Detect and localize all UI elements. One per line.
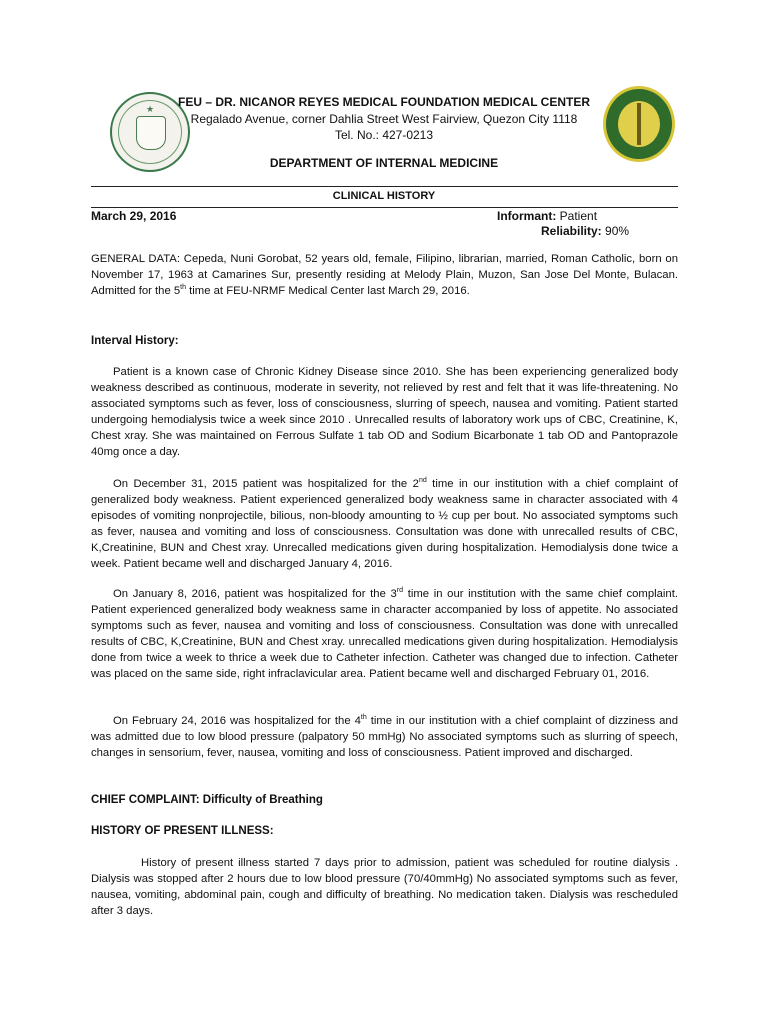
reliability-label: Reliability: [541, 224, 602, 238]
document-title: CLINICAL HISTORY [332, 190, 436, 202]
paragraph-text: On December 31, 2015 patient was hospitalized for the 2 [113, 478, 419, 490]
informant-line [497, 209, 597, 223]
hpi-heading: HISTORY OF PRESENT ILLNESS: [91, 825, 274, 837]
reliability-value: 90% [605, 224, 630, 238]
title-top-rule [91, 186, 678, 187]
ordinal-superscript: th [360, 714, 367, 722]
general-data-superscript: th [180, 284, 187, 292]
general-data-text: GENERAL DATA: Cepeda, Nuni Gorobat, 52 years old, female, Filipino, librarian, married, Roman Catholic, born on November 17, 1963 at Camarines Sur, presently residing at Melody Plain, Muzon, San Jose Del Monte, Bulacan. Admitted for the 5 [91, 253, 678, 297]
reliability-line [541, 224, 629, 238]
interval-history-paragraph-4 [91, 713, 678, 761]
interval-history-paragraph-1: Patient is a known case of Chronic Kidney Disease since 2010. She has been experiencing generalized body weakness described as continuous, moderate in severity, not relieved by rest and felt that it was life-threatening. No associated symptoms such as fever, loss of consciousness, slurring of speech, nausea and vomiting. Patient started undergoing hemodialysis twice a week since 2010 . Unrecalled results of laboratory work ups of CBC, Creatinine, K, Chest xray. She was maintained on Ferrous Sulfate 1 tab OD and Sodium Bicarbonate 1 tab OD and Pantoprazole 40mg once a day. [91, 366, 678, 458]
paragraph-text: time in our institution with the same chief complaint. Patient experienced generalized body weakness same in character accompanied by loss of appetite. No associated symptoms such as fever, nausea and vomiting and loss of consciousness. Consultation was done with unrecalled results of CBC, K,Creatinine, BUN and Chest xray. unrecalled medications given during hospitalization. Hemodialysis done from twice a week to thrice a week due to Catheter infection. Catheter was changed due to infection. Catheter was placed on the same side, right infraclavicular area. Patient became well and discharged February 01, 2016. [91, 588, 678, 680]
paragraph-text: time in our institution with a chief complaint of dizziness and was admitted due to low blood pressure (palpatory 50 mmHg) No associated symptoms such as slurring of speech, changes in sensorium, fever, nausea, vomiting and loss of consciousness. Patient improved and discharged. [91, 715, 678, 759]
interval-history-paragraph-3 [91, 586, 678, 682]
institution-name: FEU – DR. NICANOR REYES MEDICAL FOUNDATION MEDICAL CENTER [177, 95, 591, 109]
history-date: March 29, 2016 [91, 209, 177, 223]
ordinal-superscript: rd [396, 587, 404, 595]
interval-history-paragraph-2 [91, 476, 678, 572]
informant-value: Patient [559, 209, 598, 223]
paragraph-text: On January 8, 2016, patient was hospitalized for the 3 [113, 588, 397, 600]
general-data-paragraph [91, 251, 678, 299]
interval-history-heading: Interval History: [91, 335, 179, 347]
institution-address: Regalado Avenue, corner Dahlia Street West Fairview, Quezon City 1118 [190, 112, 578, 126]
general-data-text-end: time at FEU-NRMF Medical Center last March 29, 2016. [186, 285, 470, 297]
title-bottom-rule [91, 207, 678, 208]
paragraph-text: time in our institution with a chief complaint of generalized body weakness. Patient experienced generalized body weakness same in character associated with 4 episodes of vomiting nonprojectile, bilious, non-bloody amounting to ½ cup per bout. No associated symptoms such as fever, nausea and vomiting and loss of consciousness. Consultation was done with unrecalled results of CBC, K,Creatinine, BUN and Chest xray. Unrecalled medications given during hospitalization. Hemodialysis done twice a week. Patient became well and discharged January 4, 2016. [91, 478, 678, 570]
chief-complaint: CHIEF COMPLAINT: Difficulty of Breathing [91, 794, 323, 806]
hpi-paragraph-1: History of present illness started 7 days prior to admission, patient was scheduled for routine dialysis . Dialysis was stopped after 2 hours due to low blood pressure (70/40mmHg) No associated symptoms such as fever, nausea, vomiting, abdominal pain, cough and difficulty of breathing. No medication taken. Dialysis was rescheduled after 3 days. [91, 857, 678, 917]
institution-telephone: Tel. No.: 427-0213 [334, 128, 434, 142]
ordinal-superscript: nd [418, 477, 427, 485]
star-icon: ★ [146, 104, 155, 114]
department-name: DEPARTMENT OF INTERNAL MEDICINE [269, 156, 499, 170]
paragraph-text: On February 24, 2016 was hospitalized for the 4 [113, 715, 361, 727]
informant-label: Informant: [497, 209, 557, 223]
